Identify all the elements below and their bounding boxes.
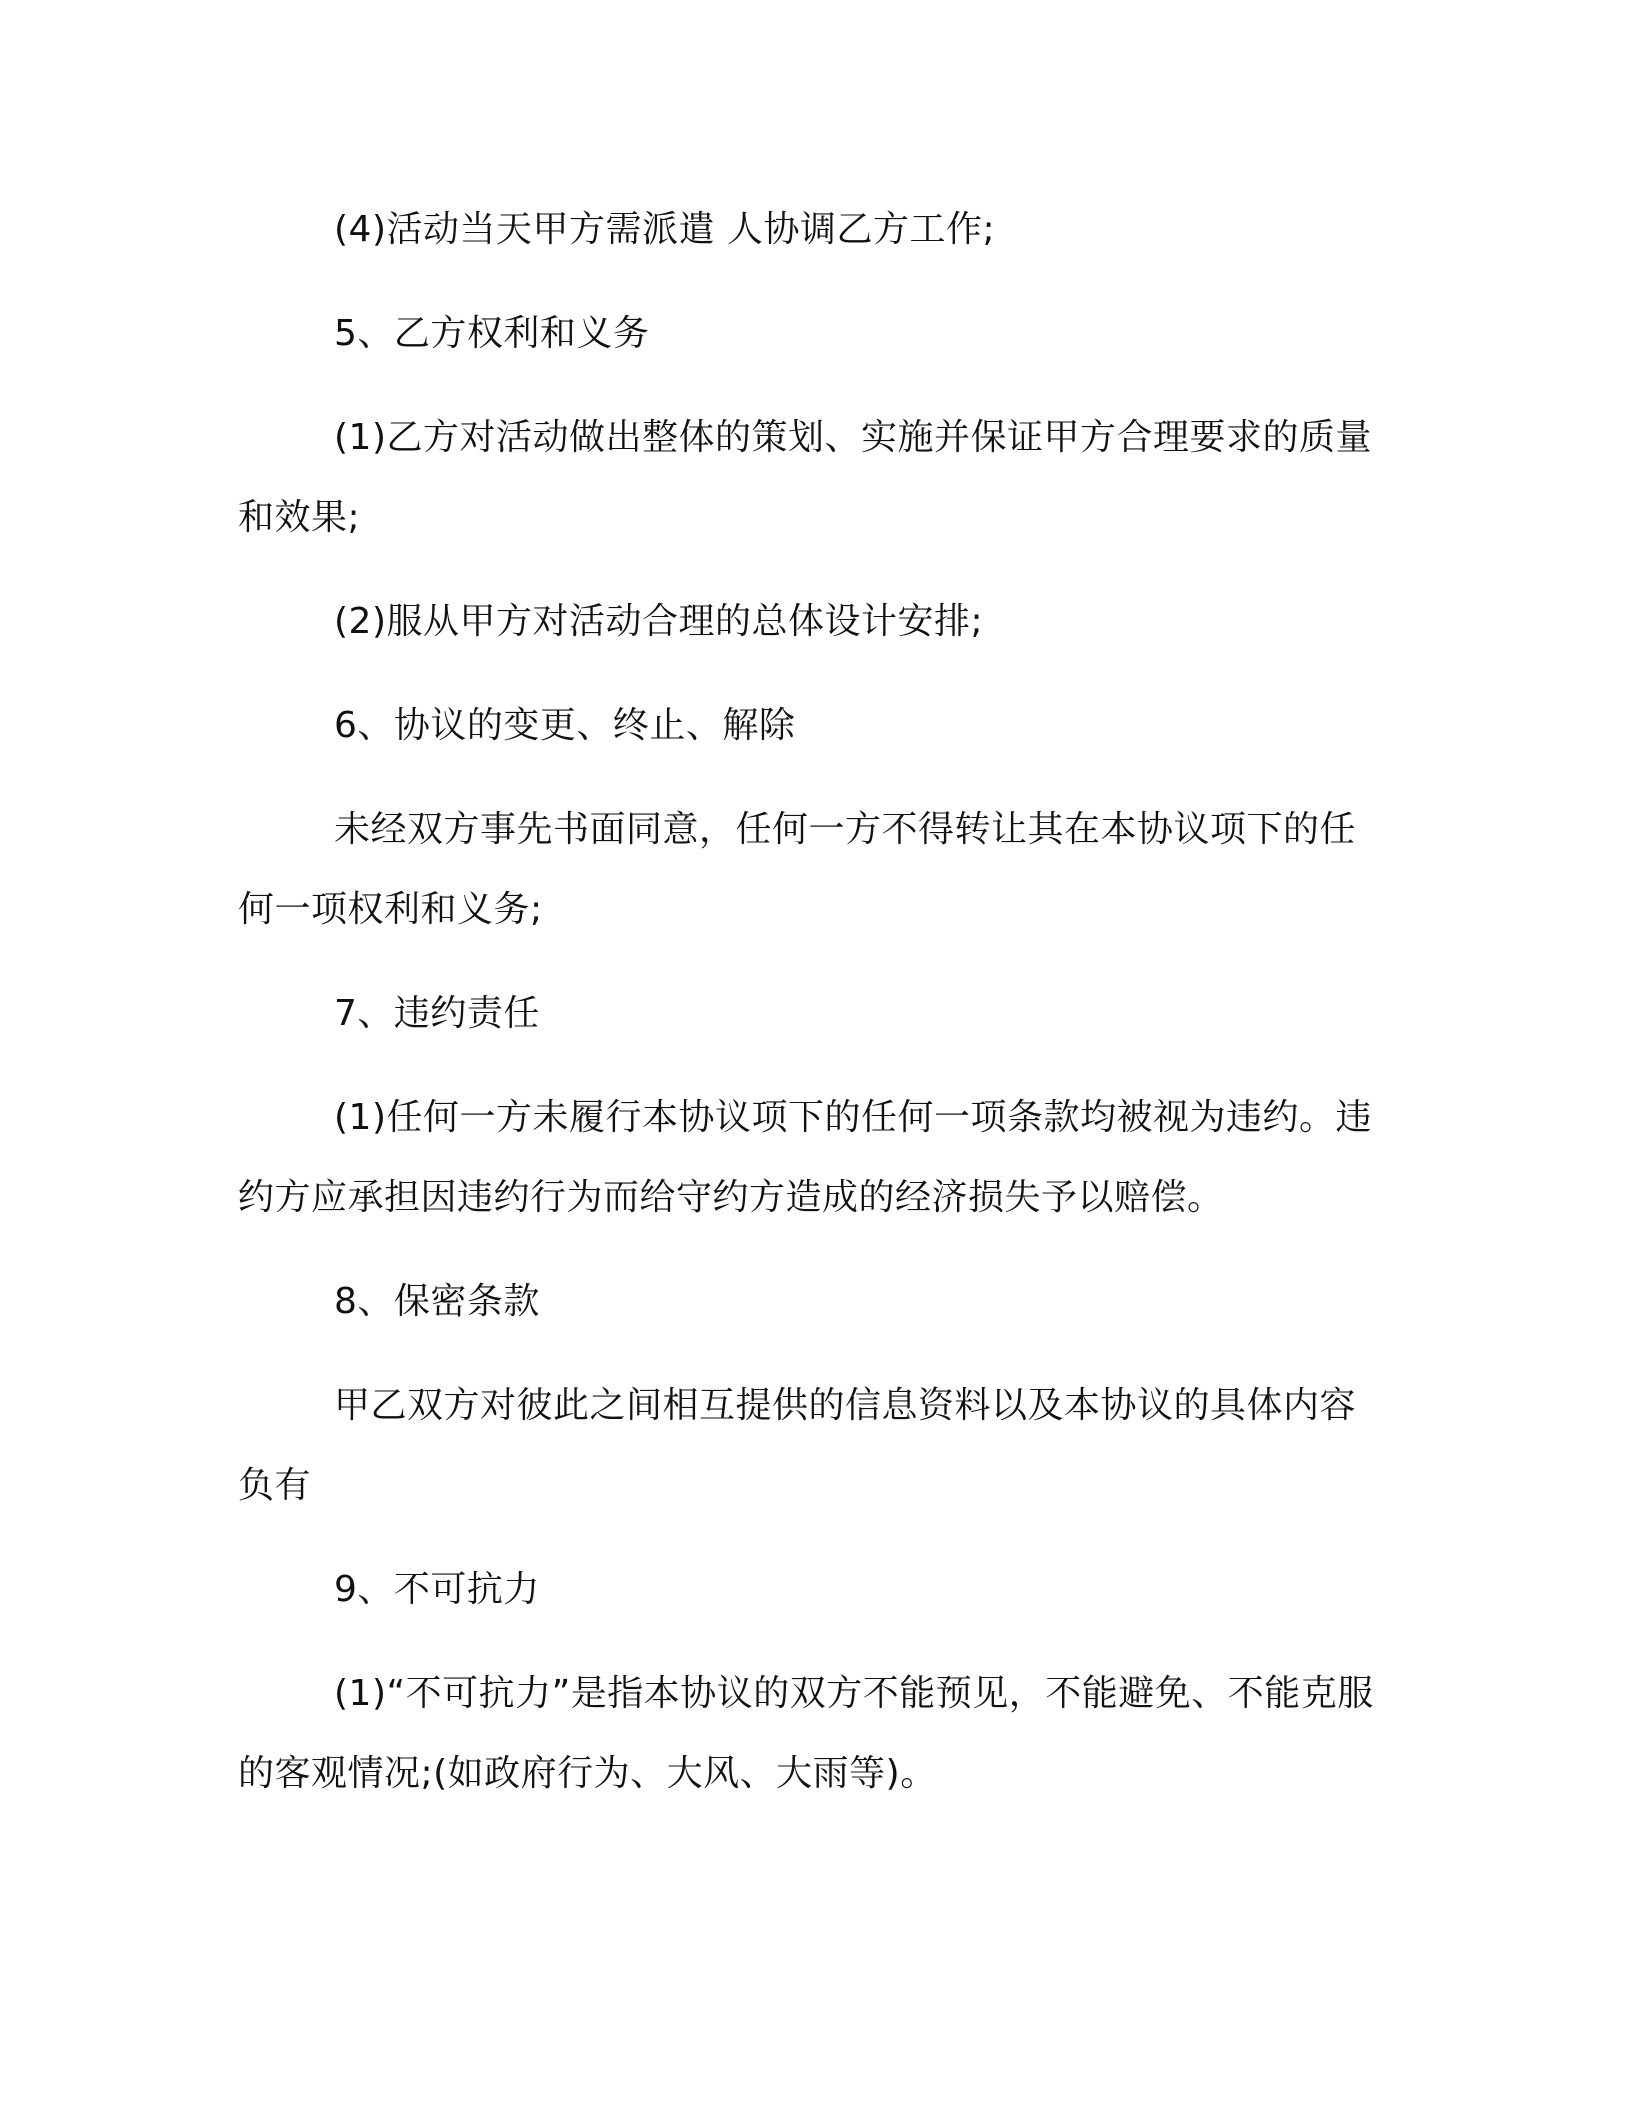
paragraph-gap xyxy=(238,950,1390,974)
paragraph-breach-1: (1)任何一方未履行本协议项下的任何一项条款均被视为违约。违约方应承担因违约行为而给守约方造成的经济损失予以赔偿。 xyxy=(238,1097,1372,1218)
paragraph-party-b-2: (2)服从甲方对活动合理的总体设计安排; xyxy=(334,601,984,642)
paragraph-force-majeure-1: (1)“不可抗力”是指本协议的双方不能预见，不能避免、不能克服的客观情况;(如政府行为、大风、大雨等)。 xyxy=(238,1673,1374,1794)
paragraph-gap xyxy=(238,766,1390,790)
section-heading-7: 7、违约责任 xyxy=(334,993,540,1034)
section-heading-8: 8、保密条款 xyxy=(334,1281,540,1322)
paragraph-gap xyxy=(238,558,1390,582)
section-heading-6: 6、协议的变更、终止、解除 xyxy=(334,705,796,746)
paragraph-gap xyxy=(238,1238,1390,1262)
paragraph-gap xyxy=(238,374,1390,398)
paragraph-transfer-rights: 未经双方事先书面同意，任何一方不得转让其在本协议项下的任何一项权利和义务; xyxy=(238,809,1357,930)
paragraph-party-b-1: (1)乙方对活动做出整体的策划、实施并保证甲方合理要求的质量和效果; xyxy=(238,417,1372,538)
section-heading-9: 9、不可抗力 xyxy=(334,1569,540,1610)
document-body xyxy=(238,190,1390,1814)
paragraph-gap xyxy=(238,1342,1390,1366)
paragraph-gap xyxy=(238,270,1390,294)
paragraph-gap xyxy=(238,1630,1390,1654)
paragraph-gap xyxy=(238,1054,1390,1078)
paragraph-confidentiality: 甲乙双方对彼此之间相互提供的信息资料以及本协议的具体内容负有 xyxy=(238,1385,1357,1506)
paragraph-item-4-coordination: (4)活动当天甲方需派遣 人协调乙方工作; xyxy=(334,209,996,250)
section-heading-5: 5、乙方权利和义务 xyxy=(334,313,650,354)
paragraph-gap xyxy=(238,1526,1390,1550)
paragraph-gap xyxy=(238,662,1390,686)
